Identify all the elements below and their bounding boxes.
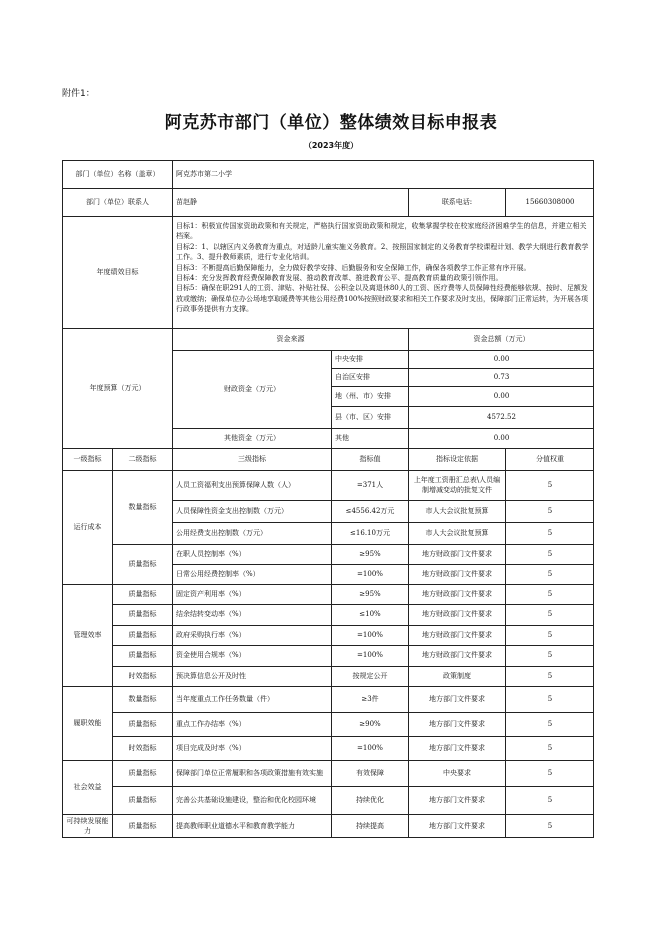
indicator-value: ≥95% [331, 544, 408, 564]
indicator-name: 保障部门单位正常履职和各项政策措施有效实施 [172, 760, 331, 786]
level2-cell: 时效指标 [112, 666, 172, 686]
indicator-name: 预决算信息公开及时性 [172, 666, 331, 686]
goal-label: 年度绩效目标 [62, 216, 172, 328]
indicator-weight: 5 [505, 712, 594, 736]
indicator-weight: 5 [505, 814, 594, 838]
indicator-basis: 地方部门文件要求 [408, 686, 505, 712]
indicator-basis: 地方财政部门文件要求 [408, 564, 505, 584]
phone-label: 联系电话: [408, 188, 505, 216]
indicator-weight: 5 [505, 522, 594, 544]
indicator-value: 有效保障 [331, 760, 408, 786]
indicator-name: 政府采购执行率（%） [172, 625, 331, 645]
contact-value: 苗赵静 [172, 188, 408, 216]
indicator-weight: 5 [505, 686, 594, 712]
budget-source: 自治区安排 [331, 368, 408, 386]
indicator-weight: 5 [505, 625, 594, 645]
phone-value: 15660308000 [505, 188, 594, 216]
budget-amount: 0.73 [408, 368, 594, 386]
level2-cell: 质量指标 [112, 786, 172, 814]
indicator-weight: 5 [505, 760, 594, 786]
indicator-basis: 地方财政部门文件要求 [408, 584, 505, 604]
level2-cell: 质量指标 [112, 712, 172, 736]
other-label: 其他资金（万元） [172, 428, 331, 448]
indicator-basis: 地方部门文件要求 [408, 786, 505, 814]
header-cell: 三级指标 [172, 448, 331, 470]
total-header: 资金总额（万元） [408, 328, 594, 350]
header-cell: 二级指标 [112, 448, 172, 470]
indicator-basis: 地方财政部门文件要求 [408, 544, 505, 564]
indicator-name: 项目完成及时率（%） [172, 736, 331, 760]
indicator-value: 按规定公开 [331, 666, 408, 686]
indicator-basis: 政策制度 [408, 666, 505, 686]
level1-cell: 管理效率 [62, 584, 112, 686]
indicator-weight: 5 [505, 500, 594, 522]
page-title: 阿克苏市部门（单位）整体绩效目标申报表 [164, 113, 498, 133]
level2-cell: 质量指标 [112, 584, 172, 604]
indicator-basis: 地方部门文件要求 [408, 814, 505, 838]
budget-amount: 4572.52 [408, 406, 594, 428]
header-cell: 指标设定依据 [408, 448, 505, 470]
source-header: 资金来源 [172, 328, 408, 350]
indicator-value: =100% [331, 564, 408, 584]
indicator-weight: 5 [505, 584, 594, 604]
indicator-name: 当年度重点工作任务数量（件） [172, 686, 331, 712]
budget-amount: 0.00 [408, 428, 594, 448]
indicator-value: =100% [331, 645, 408, 666]
header-cell: 一级指标 [62, 448, 112, 470]
dept-label: 部门（单位）名称（盖章） [62, 160, 172, 188]
level1-cell: 履职效能 [62, 686, 112, 760]
level2-cell: 质量指标 [112, 645, 172, 666]
indicator-weight: 5 [505, 645, 594, 666]
indicator-basis: 上年度工资册汇总表\人员编制增减变动的批复文件 [408, 470, 505, 500]
indicator-name: 提高教师职业道德水平和教育教学能力 [172, 814, 331, 838]
indicator-name: 固定资产利用率（%） [172, 584, 331, 604]
indicator-basis: 市人大会议批复预算 [408, 500, 505, 522]
indicator-weight: 5 [505, 544, 594, 564]
budget-amount: 0.00 [408, 386, 594, 406]
level2-cell: 质量指标 [112, 625, 172, 645]
level2-cell: 质量指标 [112, 544, 172, 584]
indicator-weight: 5 [505, 470, 594, 500]
indicator-value: =100% [331, 736, 408, 760]
indicator-value: =100% [331, 625, 408, 645]
level1-cell: 运行成本 [62, 470, 112, 584]
indicator-basis: 中央要求 [408, 760, 505, 786]
indicator-name: 人员工资福利支出预算保障人数（人） [172, 470, 331, 500]
indicator-basis: 地方部门文件要求 [408, 712, 505, 736]
indicator-value: ≥3件 [331, 686, 408, 712]
year-label: （2023年度） [303, 141, 359, 150]
indicator-weight: 5 [505, 786, 594, 814]
goal-text: 目标1：积极宣传国家资助政策和有关规定，严格执行国家资助政策和规定，收集掌握学校在校家庭经济困难学生的信息，并建立相关档案。 目标2：1、以辖区内义务教育为重点，对适龄儿童实施义务教育。2、按照国家制定的义务教育学校课程计划、教学大纲进行教育教学工作。3、提升教师素质，进行专业化培训。 目标3：不断提高后勤保障能力，全力做好教学安排、后勤服务和安全保障工作，确保各项教学工作正常有序开展。 目标4：充分发挥教育经费保障教育发展、推动教育改革、推进教育公平、提高教育质量的政策引领作用。 目标5：确保在职291人的工资、津贴、补贴社保、公积金以及离退休80人的工资、医疗费等人员保障性经费能够依规、按时、足额发放或缴纳；确保单位办公场地享取暖费等其他公用经费100%按照财政要求和相关工作要求及时支出，保障部门正常运转，为开展各项行政事务提供有力支撑。 [172, 216, 594, 328]
dept-value: 阿克苏市第二小学 [172, 160, 594, 188]
indicator-value: ≤4556.42万元 [331, 500, 408, 522]
budget-source: 中央安排 [331, 350, 408, 368]
indicator-name: 结余结转变动率（%） [172, 604, 331, 625]
budget-source: 地（州、市）安排 [331, 386, 408, 406]
indicator-weight: 5 [505, 666, 594, 686]
budget-source: 县（市、区）安排 [331, 406, 408, 428]
indicator-value: 持续提高 [331, 814, 408, 838]
level2-cell: 质量指标 [112, 760, 172, 786]
level2-cell: 质量指标 [112, 604, 172, 625]
indicator-name: 在职人员控制率（%） [172, 544, 331, 564]
indicator-name: 人员保障性资金支出控制数（万元） [172, 500, 331, 522]
indicator-name: 资金使用合规率（%） [172, 645, 331, 666]
indicator-basis: 地方财政部门文件要求 [408, 625, 505, 645]
level1-cell: 社会效益 [62, 760, 112, 814]
header-cell: 指标值 [331, 448, 408, 470]
indicator-weight: 5 [505, 564, 594, 584]
indicator-name: 重点工作办结率（%） [172, 712, 331, 736]
indicator-value: ≤16.10万元 [331, 522, 408, 544]
header-cell: 分值权重 [505, 448, 594, 470]
indicator-value: ≥90% [331, 712, 408, 736]
indicator-weight: 5 [505, 604, 594, 625]
indicator-value: ≥95% [331, 584, 408, 604]
level2-cell: 数量指标 [112, 470, 172, 544]
indicator-value: ≤10% [331, 604, 408, 625]
indicator-basis: 市人大会议批复预算 [408, 522, 505, 544]
budget-label: 年度预算（万元） [62, 328, 172, 448]
level1-cell: 可持续发展能力 [62, 814, 112, 838]
level2-cell: 质量指标 [112, 814, 172, 838]
indicator-basis: 地方财政部门文件要求 [408, 645, 505, 666]
indicator-value: =371人 [331, 470, 408, 500]
indicator-name: 日常公用经费控制率（%） [172, 564, 331, 584]
indicator-name: 完善公共基础设施建设，整治和优化校园环境 [172, 786, 331, 814]
indicator-basis: 地方部门文件要求 [408, 736, 505, 760]
budget-amount: 0.00 [408, 350, 594, 368]
level2-cell: 数量指标 [112, 686, 172, 712]
fiscal-label: 财政资金（万元） [172, 350, 331, 428]
indicator-weight: 5 [505, 736, 594, 760]
indicator-basis: 地方财政部门文件要求 [408, 604, 505, 625]
contact-label: 部门（单位）联系人 [62, 188, 172, 216]
indicator-value: 持续优化 [331, 786, 408, 814]
attachment-label: 附件1： [62, 89, 95, 99]
level2-cell: 时效指标 [112, 736, 172, 760]
budget-source: 其他 [331, 428, 408, 448]
indicator-name: 公用经费支出控制数（万元） [172, 522, 331, 544]
